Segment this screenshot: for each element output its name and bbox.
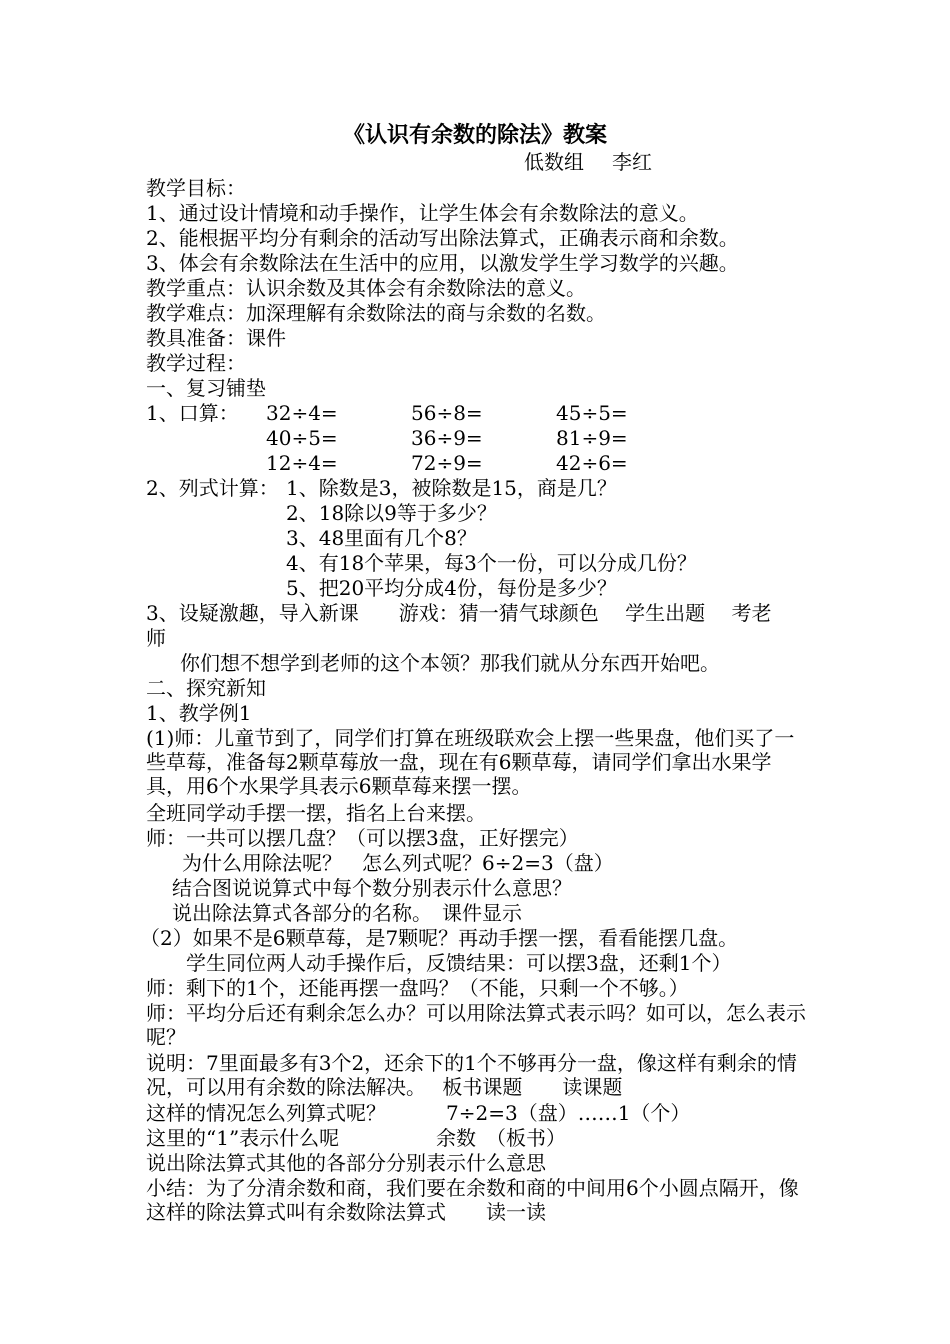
text-line: 说出除法算式各部分的名称。 课件显示: [172, 901, 522, 925]
calc-row-1: [146, 476, 806, 500]
author-line: [524, 150, 652, 174]
goal-1: 1、通过设计情境和动手操作，让学生体会有余数除法的意义。: [146, 201, 699, 225]
oral-label: 1、口算：: [146, 401, 239, 425]
part1-heading: 一、复习铺垫: [146, 376, 266, 400]
document-title: 《认识有余数的除法》教案: [342, 122, 607, 148]
meaning-line: [146, 1126, 806, 1150]
oral-item: 12÷4=: [266, 451, 338, 475]
calc-item: 1、除数是3，被除数是15，商是几？: [286, 476, 617, 500]
oral-item: 72÷9=: [411, 451, 483, 475]
text-line: （2）如果不是6颗草莓，是7颗呢？再动手摆一摆，看看能摆几盘。: [140, 926, 739, 950]
author-name: 李红: [612, 150, 652, 174]
oral-item: 81÷9=: [556, 426, 628, 450]
oral-row-3: [146, 451, 806, 475]
text-line: 结合图说说算式中每个数分别表示什么意思？: [172, 876, 572, 900]
text-line: 师：剩下的1个，还能再摆一盘吗？（不能，只剩一个不够。）: [146, 976, 689, 1000]
author-group: 低数组: [524, 150, 584, 174]
oral-item: 56÷8=: [411, 401, 483, 425]
explain-paragraph: 说明：7里面最多有3个2，还余下的1个不够再分一盘，像这样有剩余的情况，可以用有余数的除法解决。 板书课题 读课题: [146, 1051, 797, 1099]
oral-row-1: [146, 401, 806, 425]
meaning-question: 这里的“1”表示什么呢: [146, 1126, 340, 1150]
formula-question: 这样的情况怎么列算式呢？: [146, 1101, 386, 1125]
calc-label: 2、列式计算：: [146, 476, 279, 500]
goal-2: 2、能根据平均分有剩余的活动写出除法算式，正确表示商和余数。: [146, 226, 739, 250]
intro-question: 你们想不想学到老师的这个本领？那我们就从分东西开始吧。: [180, 651, 720, 675]
intro-line-cont: 师: [146, 626, 166, 650]
oral-item: 42÷6=: [556, 451, 628, 475]
oral-item: 32÷4=: [266, 401, 338, 425]
difficulty: 教学难点：加深理解有余数除法的商与余数的名数。: [146, 301, 606, 325]
goal-3: 3、体会有余数除法在生活中的应用，以激发学生学习数学的兴趣。: [146, 251, 739, 275]
intro-line: 3、设疑激趣，导入新课 游戏：猜一猜气球颜色 学生出题 考老: [146, 601, 772, 625]
materials: 教具准备：课件: [146, 326, 286, 350]
oral-item: 45÷5=: [556, 401, 628, 425]
formula: 7÷2=3（盘）……1（个）: [446, 1101, 691, 1125]
calc-item: 5、把20平均分成4份，每份是多少？: [286, 576, 617, 600]
oral-item: 40÷5=: [266, 426, 338, 450]
other-parts: 说出除法算式其他的各部分分别表示什么意思: [146, 1151, 546, 1175]
oral-row-2: [146, 426, 806, 450]
oral-item: 36÷9=: [411, 426, 483, 450]
calc-item: 2、18除以9等于多少？: [286, 501, 497, 525]
key-point: 教学重点：认识余数及其体会有余数除法的意义。: [146, 276, 586, 300]
text-line: 学生同位两人动手操作后，反馈结果：可以摆3盘，还剩1个）: [186, 951, 732, 975]
calc-item: 3、48里面有几个8？: [286, 526, 477, 550]
example-heading: 1、教学例1: [146, 701, 252, 725]
question-paragraph: 师：平均分后还有剩余怎么办？可以用除法算式表示吗？如可以，怎么表示呢？: [146, 1001, 806, 1049]
example-paragraph: (1)师：儿童节到了，同学们打算在班级联欢会上摆一些果盘，他们买了一些草莓，准备每2颗草莓放一盘，现在有6颗草莓，请同学们拿出水果学具，用6个水果学具表示6颗草莓来摆一摆。: [146, 726, 795, 798]
text-line: 为什么用除法呢？ 怎么列式呢？6÷2=3（盘）: [182, 851, 614, 875]
meaning-answer: 余数 （板书）: [436, 1126, 566, 1150]
part2-heading: 二、探究新知: [146, 676, 266, 700]
summary-paragraph: 小结：为了分清余数和商，我们要在余数和商的中间用6个小圆点隔开，像这样的除法算式叫有余数除法算式 读一读: [146, 1176, 799, 1224]
process-heading: 教学过程：: [146, 351, 246, 375]
calc-item: 4、有18个苹果，每3个一份，可以分成几份？: [286, 551, 697, 575]
goals-heading: 教学目标：: [146, 176, 246, 200]
formula-line: [146, 1101, 806, 1125]
text-line: 师：一共可以摆几盘？（可以摆3盘，正好摆完）: [146, 826, 579, 850]
text-line: 全班同学动手摆一摆，指名上台来摆。: [146, 801, 486, 825]
